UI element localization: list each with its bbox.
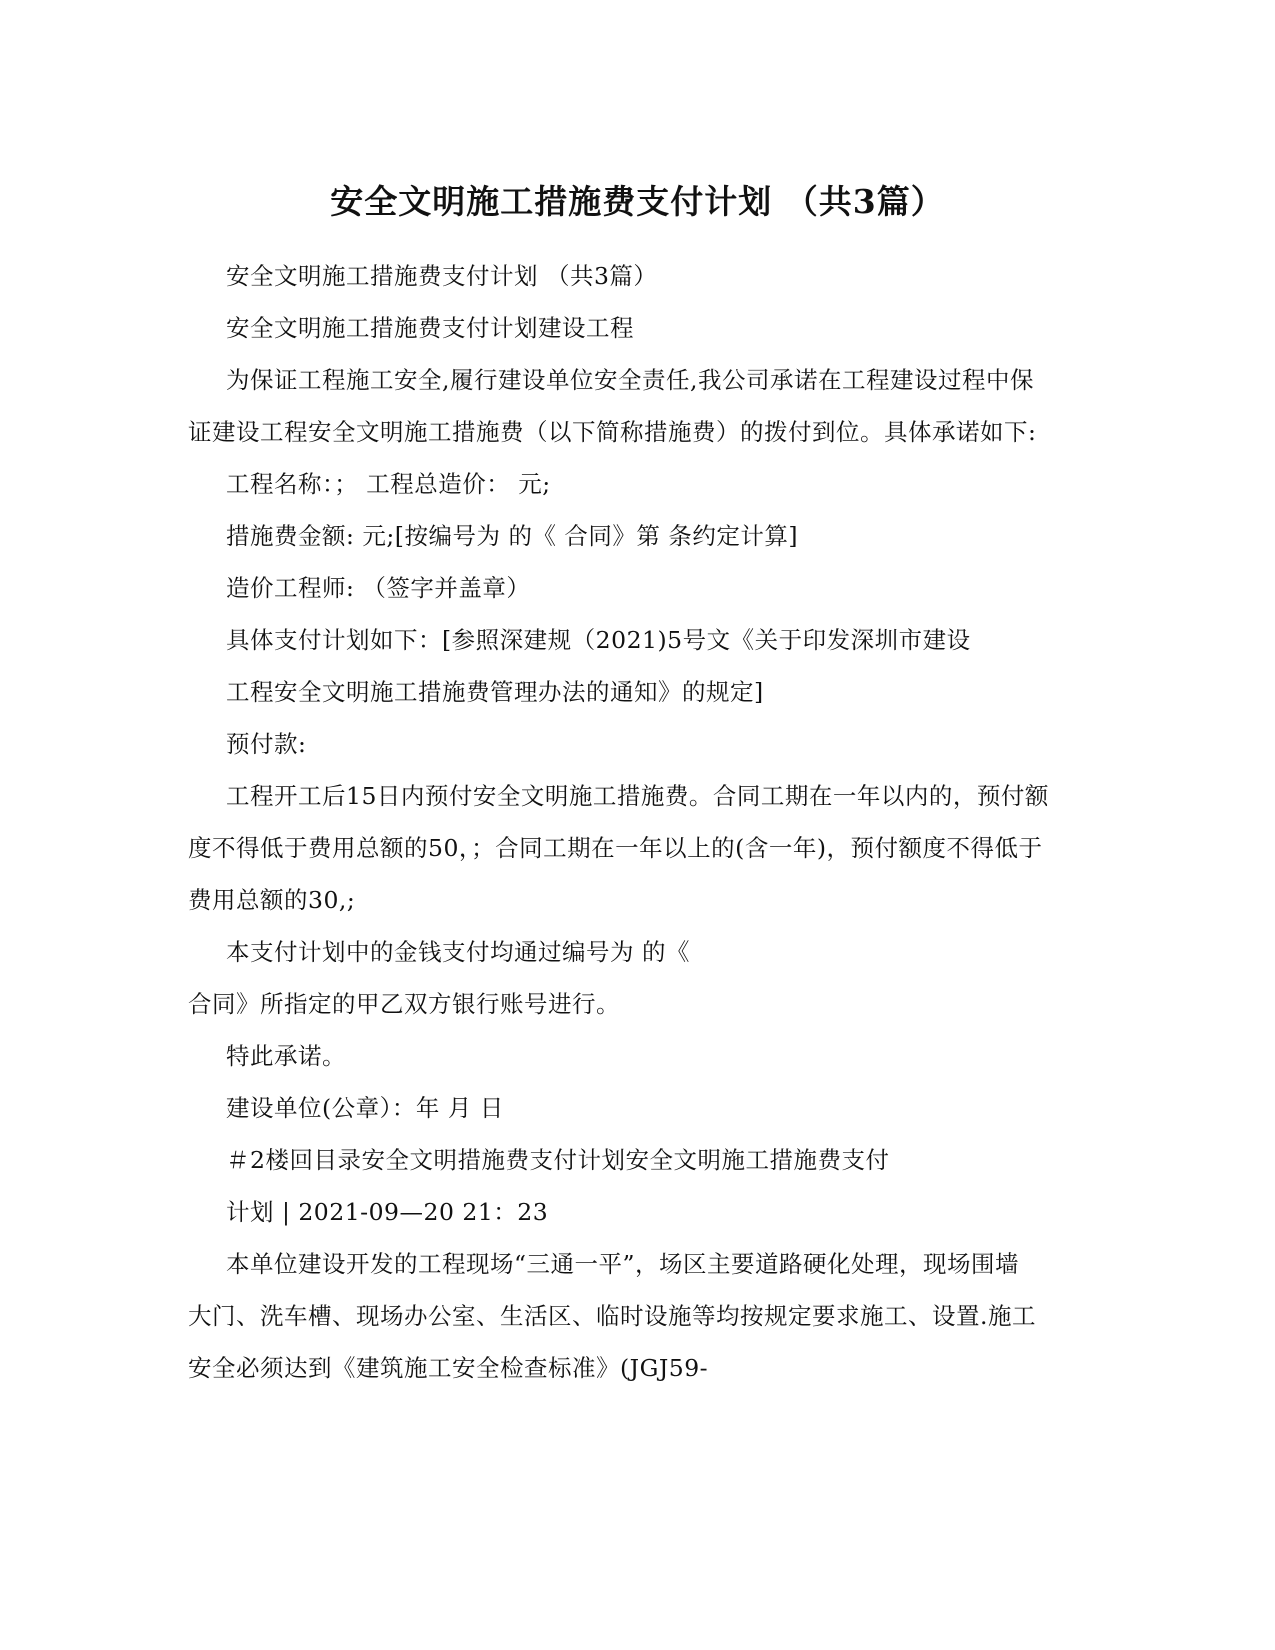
paragraph-line: 安全必须达到《建筑施工安全检查标准》(JGJ59- [188, 1354, 709, 1382]
paragraph-line: 工程名称：； 工程总造价： 元; [226, 470, 551, 498]
paragraph-line: 本支付计划中的金钱支付均通过编号为 的《 [226, 938, 690, 966]
paragraph-line: 计划 | 2021-09—20 21：23 [226, 1198, 549, 1226]
paragraph-line: 大门、洗车槽、现场办公室、生活区、临时设施等均按规定要求施工、设置.施工 [188, 1302, 1036, 1330]
paragraph-line: 建设单位(公章）：年 月 日 [226, 1094, 504, 1122]
paragraph-line: 证建设工程安全文明施工措施费（以下简称措施费）的拨付到位。具体承诺如下: [188, 418, 1037, 446]
paragraph-line: 本单位建设开发的工程现场“三通一平”，场区主要道路硬化处理，现场围墙 [226, 1250, 1020, 1278]
paragraph-line: 合同》所指定的甲乙双方银行账号进行。 [188, 990, 620, 1018]
paragraph-line: 安全文明施工措施费支付计划 （共3篇） [226, 262, 658, 290]
paragraph-line: 措施费金额: 元;[按编号为 的《 合同》第 条约定计算] [226, 522, 799, 550]
paragraph-line: 工程安全文明施工措施费管理办法的通知》的规定] [226, 678, 764, 706]
paragraph-line: 费用总额的30,; [188, 886, 356, 914]
paragraph-line: 工程开工后15日内预付安全文明施工措施费。合同工期在一年以内的，预付额 [226, 782, 1049, 810]
paragraph-line: 度不得低于费用总额的50，；合同工期在一年以上的(含一年)，预付额度不得低于 [188, 834, 1043, 862]
document-title: 安全文明施工措施费支付计划 （共3篇） [330, 182, 945, 221]
paragraph-line: 具体支付计划如下：[参照深建规（2021)5号文《关于印发深圳市建设 [226, 626, 971, 654]
paragraph-line: 特此承诺。 [226, 1042, 346, 1070]
paragraph-line: 预付款: [226, 730, 307, 758]
paragraph-line: 造价工程师: （签字并盖章） [226, 574, 531, 602]
paragraph-line: ＃2楼回目录安全文明措施费支付计划安全文明施工措施费支付 [226, 1146, 890, 1174]
paragraph-line: 为保证工程施工安全,履行建设单位安全责任,我公司承诺在工程建设过程中保 [226, 366, 1034, 394]
paragraph-line: 安全文明施工措施费支付计划建设工程 [226, 314, 634, 342]
